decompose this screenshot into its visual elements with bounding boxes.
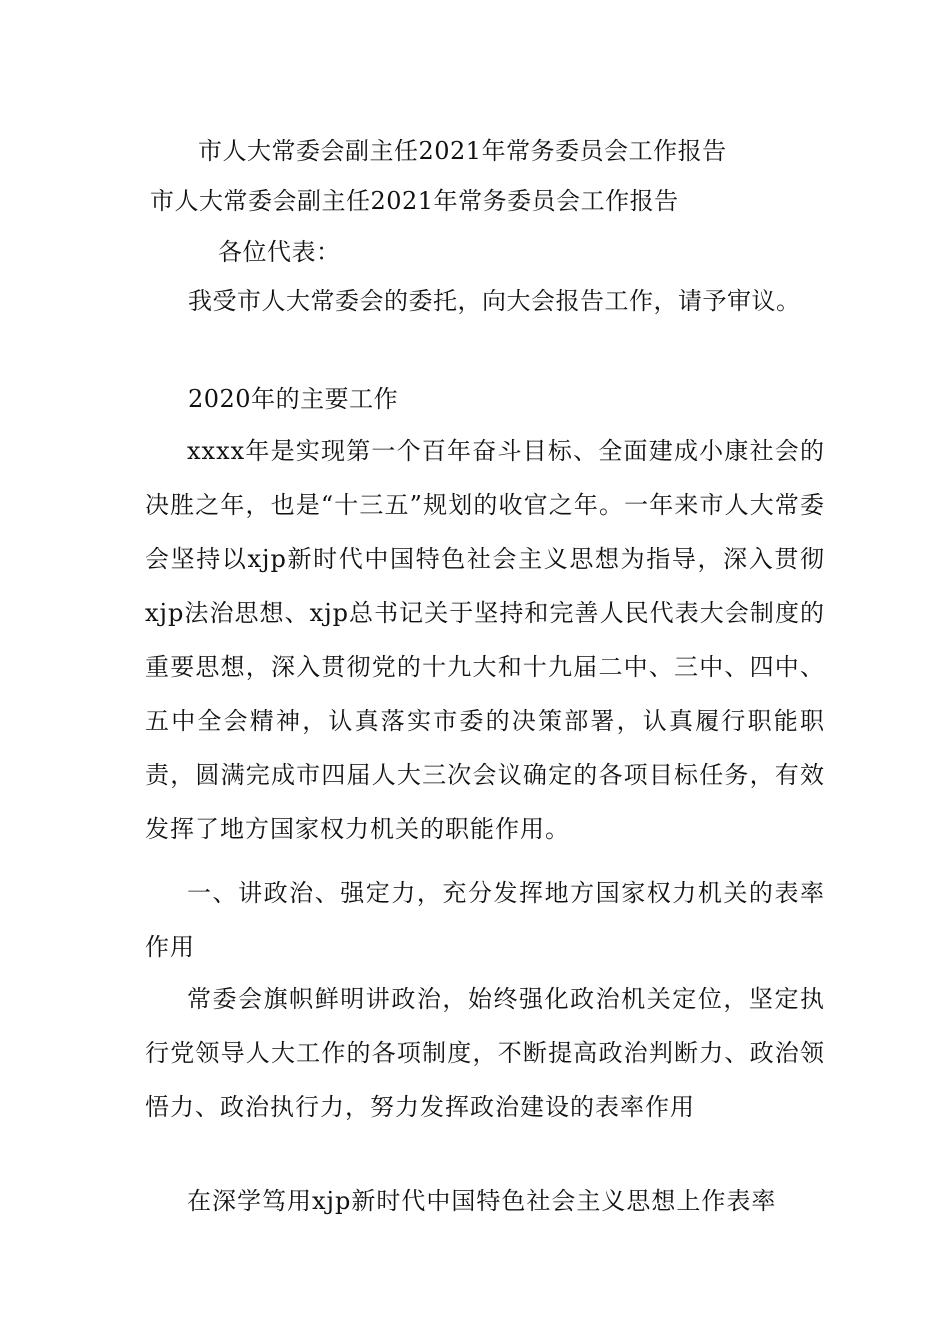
subheading-1: 一、讲政治、强定力，充分发挥地方国家权力机关的表率作用 xyxy=(145,879,825,961)
section-heading: 2020年的主要工作 xyxy=(188,385,399,413)
document-title: 市人大常委会副主任2021年常务委员会工作报告 xyxy=(198,137,727,165)
intro-paragraph: 我受市人大常委会的委托，向大会报告工作，请予审议。 xyxy=(188,287,801,315)
body-paragraph-3: 在深学笃用xjp新时代中国特色社会主义思想上作表率 xyxy=(187,1187,777,1215)
body-paragraph-1: xxxx年是实现第一个百年奋斗目标、全面建成小康社会的决胜之年，也是“十三五”规划的收官之年。一年来市人大常委会坚持以xjp新时代中国特色社会主义思想为指导，深入贯彻xjp法治思想、xjp总书记关于坚持和完善人民代表大会制度的重要思想，深入贯彻党的十九大和十九届二中、三中、四中、五中全会精神，认真落实市委的决策部署，认真履行职能职责，圆满完成市四届人大三次会议确定的各项目标任务，有效发挥了地方国家权力机关的职能作用。 xyxy=(145,437,825,843)
salutation: 各位代表： xyxy=(218,238,341,266)
document-subtitle: 市人大常委会副主任2021年常务委员会工作报告 xyxy=(150,187,679,215)
body-paragraph-2: 常委会旗帜鲜明讲政治，始终强化政治机关定位，坚定执行党领导人大工作的各项制度，不断提高政治判断力、政治领悟力、政治执行力，努力发挥政治建设的表率作用 xyxy=(145,985,825,1121)
